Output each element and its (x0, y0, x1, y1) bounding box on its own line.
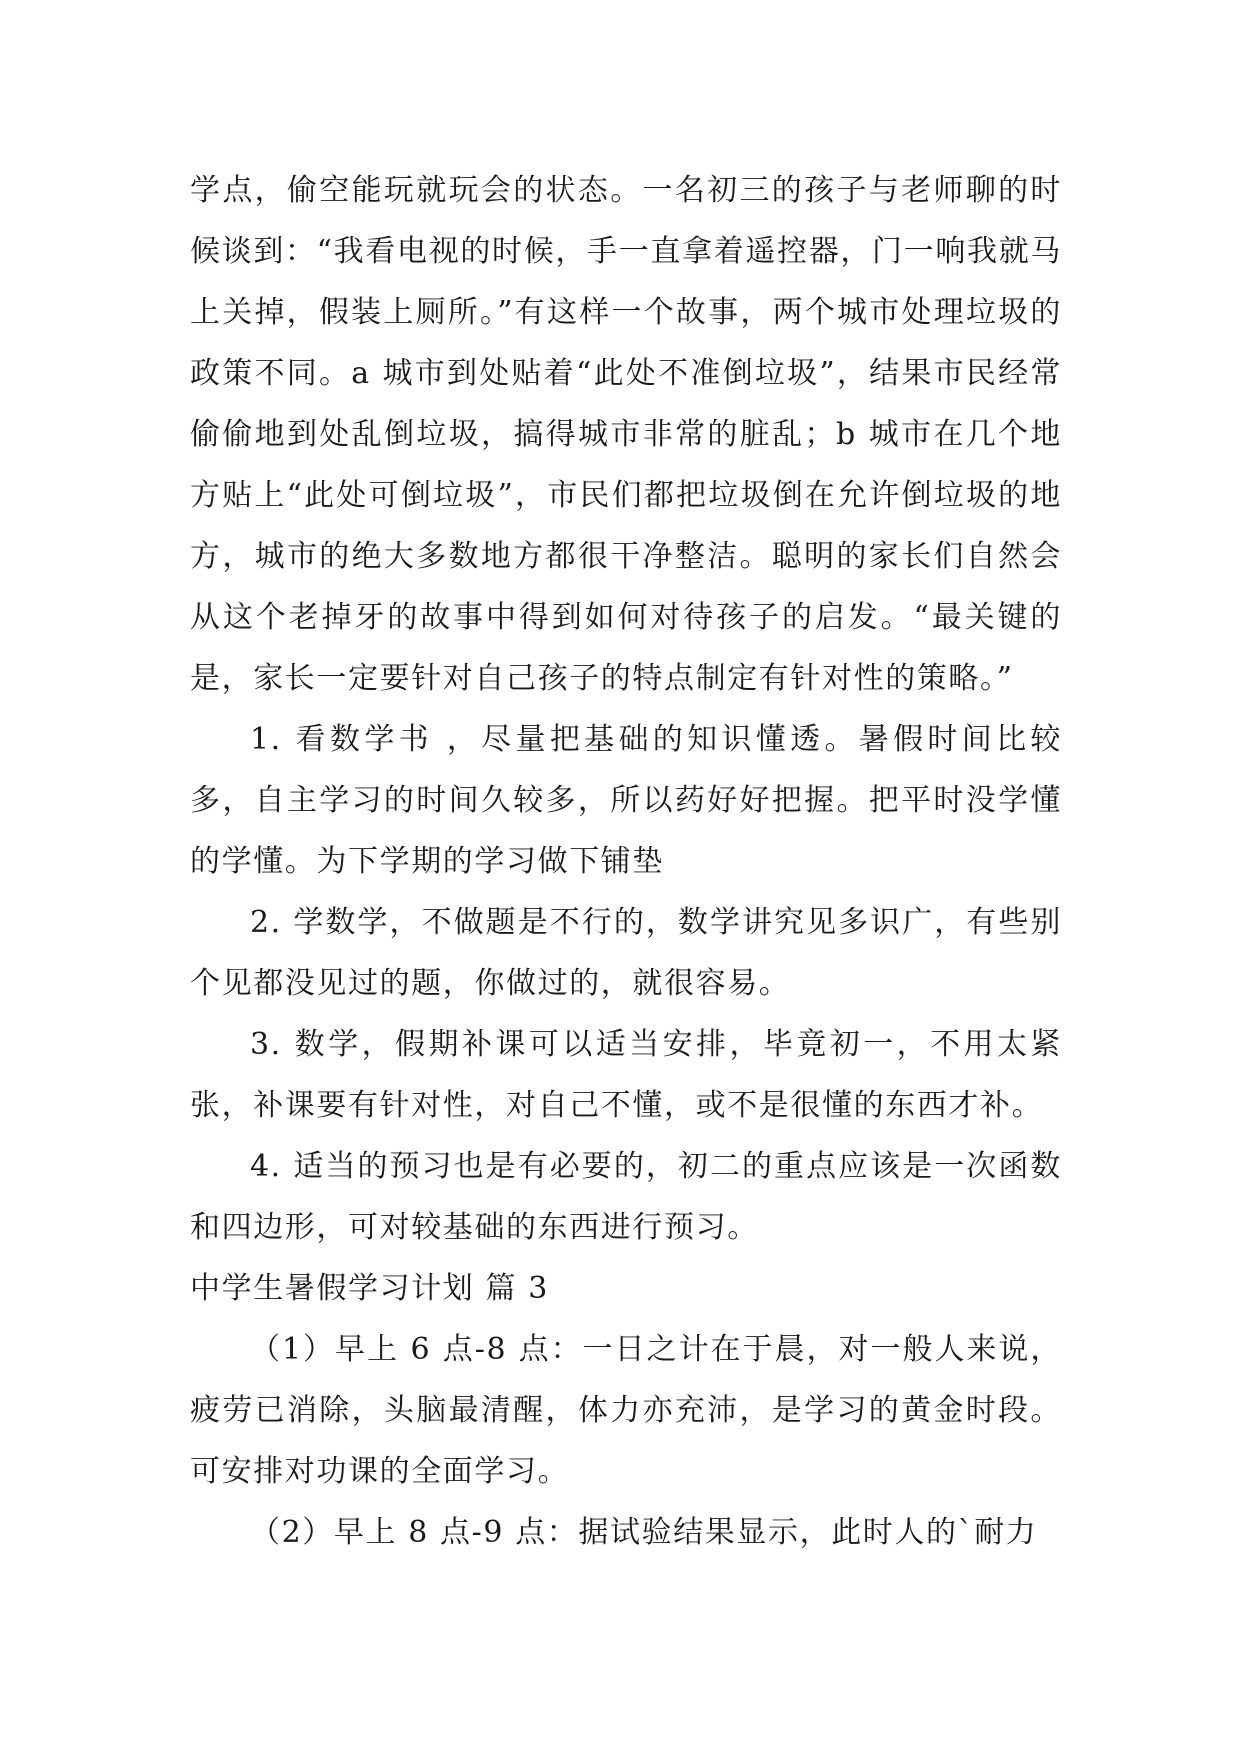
schedule-item-2: （2）早上 8 点-9 点：据试验结果显示，此时人的`耐力 (250, 1515, 1038, 1550)
list-item-3: 3. 数学，假期补课可以适当安排，毕竟初一，不用太紧张，补课要有针对性，对自己不懂，或不是很懂的东西才补。 (190, 1027, 1062, 1123)
section-heading: 中学生暑假学习计划 篇 3 (190, 1271, 549, 1306)
list-item-4: 4. 适当的预习也是有必要的，初二的重点应该是一次函数和四边形，可对较基础的东西进行预习。 (190, 1149, 1062, 1245)
list-item-1: 1. 看数学书 ，尽量把基础的知识懂透。暑假时间比较多，自主学习的时间久较多，所以药好好把握。把平时没学懂的学懂。为下学期的学习做下铺垫 (190, 722, 1062, 879)
document-page (190, 160, 1062, 1563)
schedule-item-1: （1）早上 6 点-8 点：一日之计在于晨，对一般人来说，疲劳已消除，头脑最清醒，体力亦充沛，是学习的黄金时段。可安排对功课的全面学习。 (190, 1332, 1062, 1489)
list-item-2: 2. 学数学，不做题是不行的，数学讲究见多识广，有些别个见都没见过的题，你做过的，就很容易。 (190, 905, 1062, 1001)
body-paragraph-1: 学点，偷空能玩就玩会的状态。一名初三的孩子与老师聊的时候谈到：“我看电视的时候，手一直拿着遥控器，门一响我就马上关掉，假装上厕所。”有这样一个故事，两个城市处理垃圾的政策不同。a 城市到处贴着“此处不准倒垃圾”，结果市民经常偷偷地到处乱倒垃圾，搞得城市非常的脏乱；b 城市在几个地方贴上“此处可倒垃圾”，市民们都把垃圾倒在允许倒垃圾的地方，城市的绝大多数地方都很干净整洁。聪明的家长们自然会从这个老掉牙的故事中得到如何对待孩子的启发。“最关键的是，家长一定要针对自己孩子的特点制定有针对性的策略。” (190, 173, 1062, 696)
